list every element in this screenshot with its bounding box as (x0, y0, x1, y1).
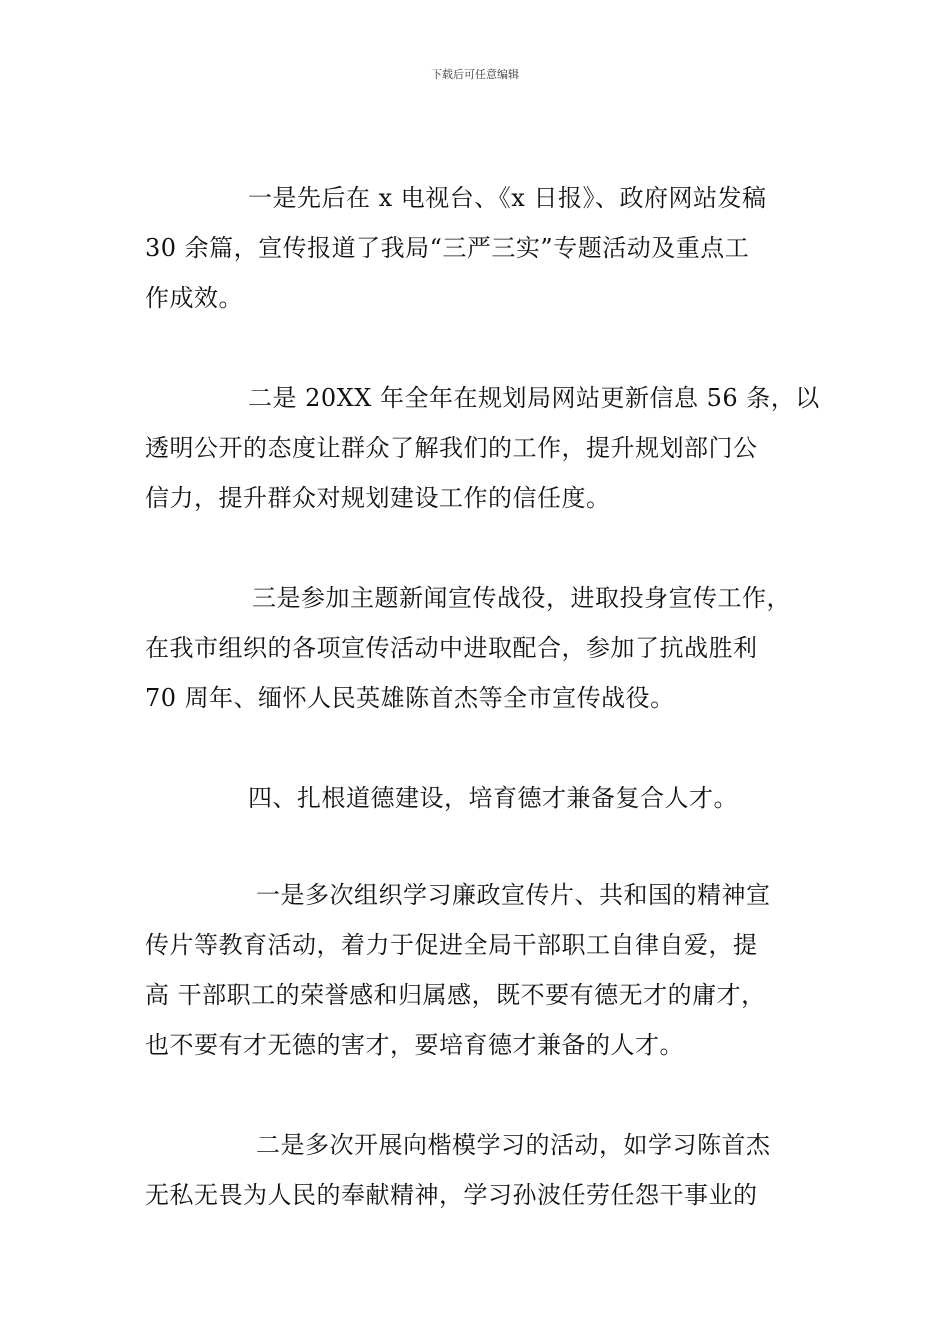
paragraph-3-line-1: 三是参加主题新闻宣传战役，进取投身宣传工作， (252, 584, 791, 612)
paragraph-5-line-2: 传片等教育活动，着力于促进全局干部职工自律自爱，提 (145, 931, 758, 959)
paragraph-2-line-2: 透明公开的态度让群众了解我们的工作，提升规划部门公 (145, 434, 758, 462)
paragraph-5-line-4: 也不要有才无德的害才，要培育德才兼备的人才。 (145, 1031, 684, 1059)
paragraph-5-line-3: 高 干部职工的荣誉感和归属感，既不要有德无才的庸才， (145, 981, 766, 1009)
paragraph-3-line-3: 70 周年、缅怀人民英雄陈首杰等全市宣传战役。 (145, 684, 675, 712)
section-heading: 四、扎根道德建设，培育德才兼备复合人才。 (248, 784, 738, 812)
paragraph-3-line-2: 在我市组织的各项宣传活动中进取配合，参加了抗战胜利 (145, 634, 758, 662)
paragraph-5-line-1: 一是多次组织学习廉政宣传片、共和国的精神宣 (256, 881, 771, 909)
paragraph-1-line-1: 一是先后在 x 电视台、《x 日报》、政府网站发稿 (248, 184, 767, 212)
paragraph-1-line-2: 30 余篇，宣传报道了我局“三严三实”专题活动及重点工 (145, 234, 750, 262)
paragraph-6-line-1: 二是多次开展向楷模学习的活动，如学习陈首杰 (256, 1131, 771, 1159)
page-header: 下载后可任意编辑 (431, 68, 519, 81)
paragraph-1-line-3: 作成效。 (145, 284, 243, 312)
paragraph-2-line-1: 二是 20XX 年全年在规划局网站更新信息 56 条，以 (248, 384, 820, 412)
paragraph-6-line-2: 无私无畏为人民的奉献精神，学习孙波任劳任怨干事业的 (145, 1181, 758, 1209)
paragraph-2-line-3: 信力，提升群众对规划建设工作的信任度。 (145, 484, 611, 512)
